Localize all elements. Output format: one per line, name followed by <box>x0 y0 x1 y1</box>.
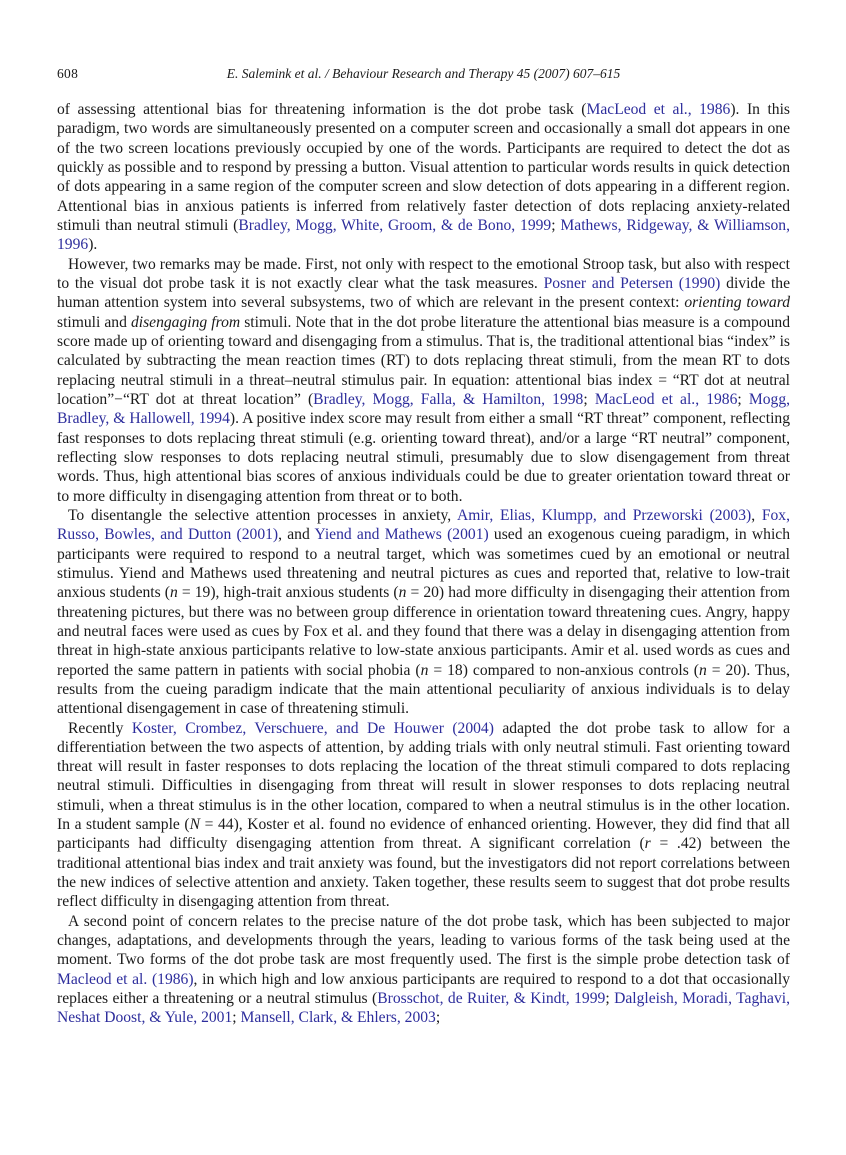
paragraph <box>57 719 790 912</box>
italic-text: disengaging from <box>130 313 241 331</box>
text-run: divide the human attention system into several subsystems, two of which are relevant in the present context: <box>57 274 790 312</box>
text-run: used an exogenous cueing paradigm, in which participants were required to respond to a neutral target, which was sometimes cued by an emotional or neutral stimulus. Yiend and Mathews used threatening and neutral pictures as cues and reported that, relative to low-trait anxious students ( <box>57 526 790 602</box>
citation-link[interactable]: Mogg, Bradley, & Hallowell, 1994 <box>57 390 791 428</box>
citation-link[interactable]: Fox, Russo, Bowles, and Dutton (2001) <box>57 506 790 544</box>
paragraph <box>57 506 790 719</box>
italic-text: orienting toward <box>684 294 790 312</box>
text-run: ; <box>605 990 615 1008</box>
text-run: ; <box>435 1009 441 1027</box>
text-run: stimuli. Note that in the dot probe literature the attentional bias measure is a compound score made up of orienting toward and disengaging from a stimulus. That is, the traditional attentional bias “index” is calculated by subtracting the mean reaction times (RT) to dots replacing threat stimuli, from the mean RT to dots replacing neutral stimuli in a threat–neutral stimulus pair. In equation: attentional bias index = “RT dot at neutral location”−“RT dot at threat location” ( <box>57 313 791 408</box>
italic-text: n <box>420 661 429 679</box>
citation-link[interactable]: Brosschot, de Ruiter, & Kindt, 1999 <box>377 990 606 1008</box>
italic-text: N <box>189 816 201 834</box>
article-body <box>57 100 790 1028</box>
citation-link[interactable]: MacLeod et al., 1986 <box>586 101 731 118</box>
text-run: , <box>751 506 762 524</box>
citation-link[interactable]: Yiend and Mathews (2001) <box>314 526 489 544</box>
page-header <box>57 66 790 82</box>
citation-link[interactable]: Bradley, Mogg, White, Groom, & de Bono, 1999 <box>238 216 552 234</box>
text-run: To disentangle the selective attention processes in anxiety, <box>68 506 458 524</box>
italic-text: n <box>398 584 407 602</box>
citation-link[interactable]: Bradley, Mogg, Falla, & Hamilton, 1998 <box>313 390 584 408</box>
citation-link[interactable]: Mathews, Ridgeway, & Williamson, 1996 <box>57 216 791 254</box>
citation-link[interactable]: Mansell, Clark, & Ehlers, 2003 <box>240 1009 436 1027</box>
text-run: of assessing attentional bias for threatening information is the dot probe task ( <box>57 101 587 118</box>
italic-text: n <box>169 584 178 602</box>
text-run: = 20) had more difficulty in disengaging their attention from threatening pictures, but there was no between group difference in orientation toward threatening cues. Angry, happy and neutral faces were used as cues by Fox et al. and they found that there was a delay in disengaging attention from threat in high-state anxious participants relative to low-state anxious participants. Amir et al. used words as cues and reported the same pattern in patients with social phobia ( <box>57 584 790 679</box>
text-run: = 44), Koster et al. found no evidence of enhanced orienting. However, they did find that all participants had difficulty disengaging attention from threat. A significant correlation ( <box>57 816 790 853</box>
citation-link[interactable]: Macleod et al. (1986) <box>57 970 194 988</box>
paragraph <box>57 912 790 1028</box>
text-run: Recently <box>68 719 132 737</box>
running-head: E. Salemink et al. / Behaviour Research and Therapy 45 (2007) 607–615 <box>226 66 621 81</box>
page-number: 608 <box>57 66 79 81</box>
citation-link[interactable]: MacLeod et al., 1986 <box>594 390 738 408</box>
text-run: ; <box>583 390 595 408</box>
text-run: ). <box>88 236 98 254</box>
text-run: ; <box>551 216 561 234</box>
text-run: ; <box>232 1009 241 1027</box>
text-run: ). In this paradigm, two words are simultaneously presented on a computer screen and occasionally a small dot appears in one of the two screen locations previously occupied by one of the words. Participants are required to detect the dot as quickly as possible and to respond by pressing a button. Visual attention to particular words results in quick detection of dots appearing in a same region of the computer screen and slow detection of dots appearing in a different region. Attentional bias in anxious patients is inferred from relatively faster detection of dots replacing anxiety-related stimuli than neutral stimuli ( <box>57 101 791 234</box>
text-run: = 19), high-trait anxious students ( <box>177 584 399 602</box>
text-run: = 18) compared to non-anxious controls ( <box>428 661 699 679</box>
text-run: , in which high and low anxious participants are required to respond to a dot that occasionally replaces either a threatening or a neutral stimulus ( <box>57 970 791 1008</box>
citation-link[interactable]: Koster, Crombez, Verschuere, and De Houwer (2004) <box>131 719 494 737</box>
text-run: stimuli and <box>57 313 131 331</box>
text-run: ; <box>737 390 749 408</box>
paragraph <box>57 100 790 255</box>
citation-link[interactable]: Dalgleish, Moradi, Taghavi, Neshat Doost, & Yule, 2001 <box>57 990 790 1027</box>
citation-link[interactable]: Posner and Petersen (1990) <box>543 274 721 292</box>
text-run: = .42) between the traditional attentional bias index and trait anxiety was found, but the investigators did not report correlations between the new indices of selective attention and anxiety. Taken together, these results seem to suggest that dot probe results reflect difficulty in disengaging attention from threat. <box>57 835 791 911</box>
text-run: A second point of concern relates to the precise nature of the dot probe task, which has been subjected to major changes, adaptations, and developments through the years, leading to various forms of the task being used at the moment. Two forms of the dot probe task are most frequently used. The first is the simple probe detection task of <box>57 912 790 969</box>
text-run: However, two remarks may be made. First, not only with respect to the emotional Stroop task, but also with respect to the visual dot probe task it is not exactly clear what the task measures. <box>57 255 790 292</box>
italic-text: r <box>644 835 651 853</box>
text-run: ). A positive index score may result from either a small “RT threat” component, reflecting fast responses to dots replacing threat stimuli (e.g. orienting toward threat), and/or a large “RT neutral” component, reflecting slow responses to dots replacing neutral stimuli, presumably due to slow disengagement from threat words. Thus, high attentional bias scores of anxious individuals could be due to greater orientation toward threat or to more difficulty in disengaging attention from threat or to both. <box>57 410 790 505</box>
citation-link[interactable]: Amir, Elias, Klumpp, and Przeworski (2003) <box>457 506 752 524</box>
italic-text: n <box>698 661 707 679</box>
text-run: adapted the dot probe task to allow for a differentiation between the two aspects of attention, by adding trials with only neutral stimuli. Fast orienting toward threat will result in faster responses to dots replacing the location of the threat stimuli compared to dots replacing neutral stimuli. Difficulties in disengaging from threat will result in slower responses to dots replacing neutral stimuli, when a threat stimulus is in the other location, compared to when a neutral stimulus is in the other location. In a student sample ( <box>57 719 790 834</box>
paragraph <box>57 255 790 506</box>
text-run: , and <box>278 526 315 544</box>
text-run: = 20). Thus, results from the cueing paradigm indicate that the main attentional peculiarity of anxious individuals is to delay attentional disengagement in case of threatening stimuli. <box>57 661 791 718</box>
